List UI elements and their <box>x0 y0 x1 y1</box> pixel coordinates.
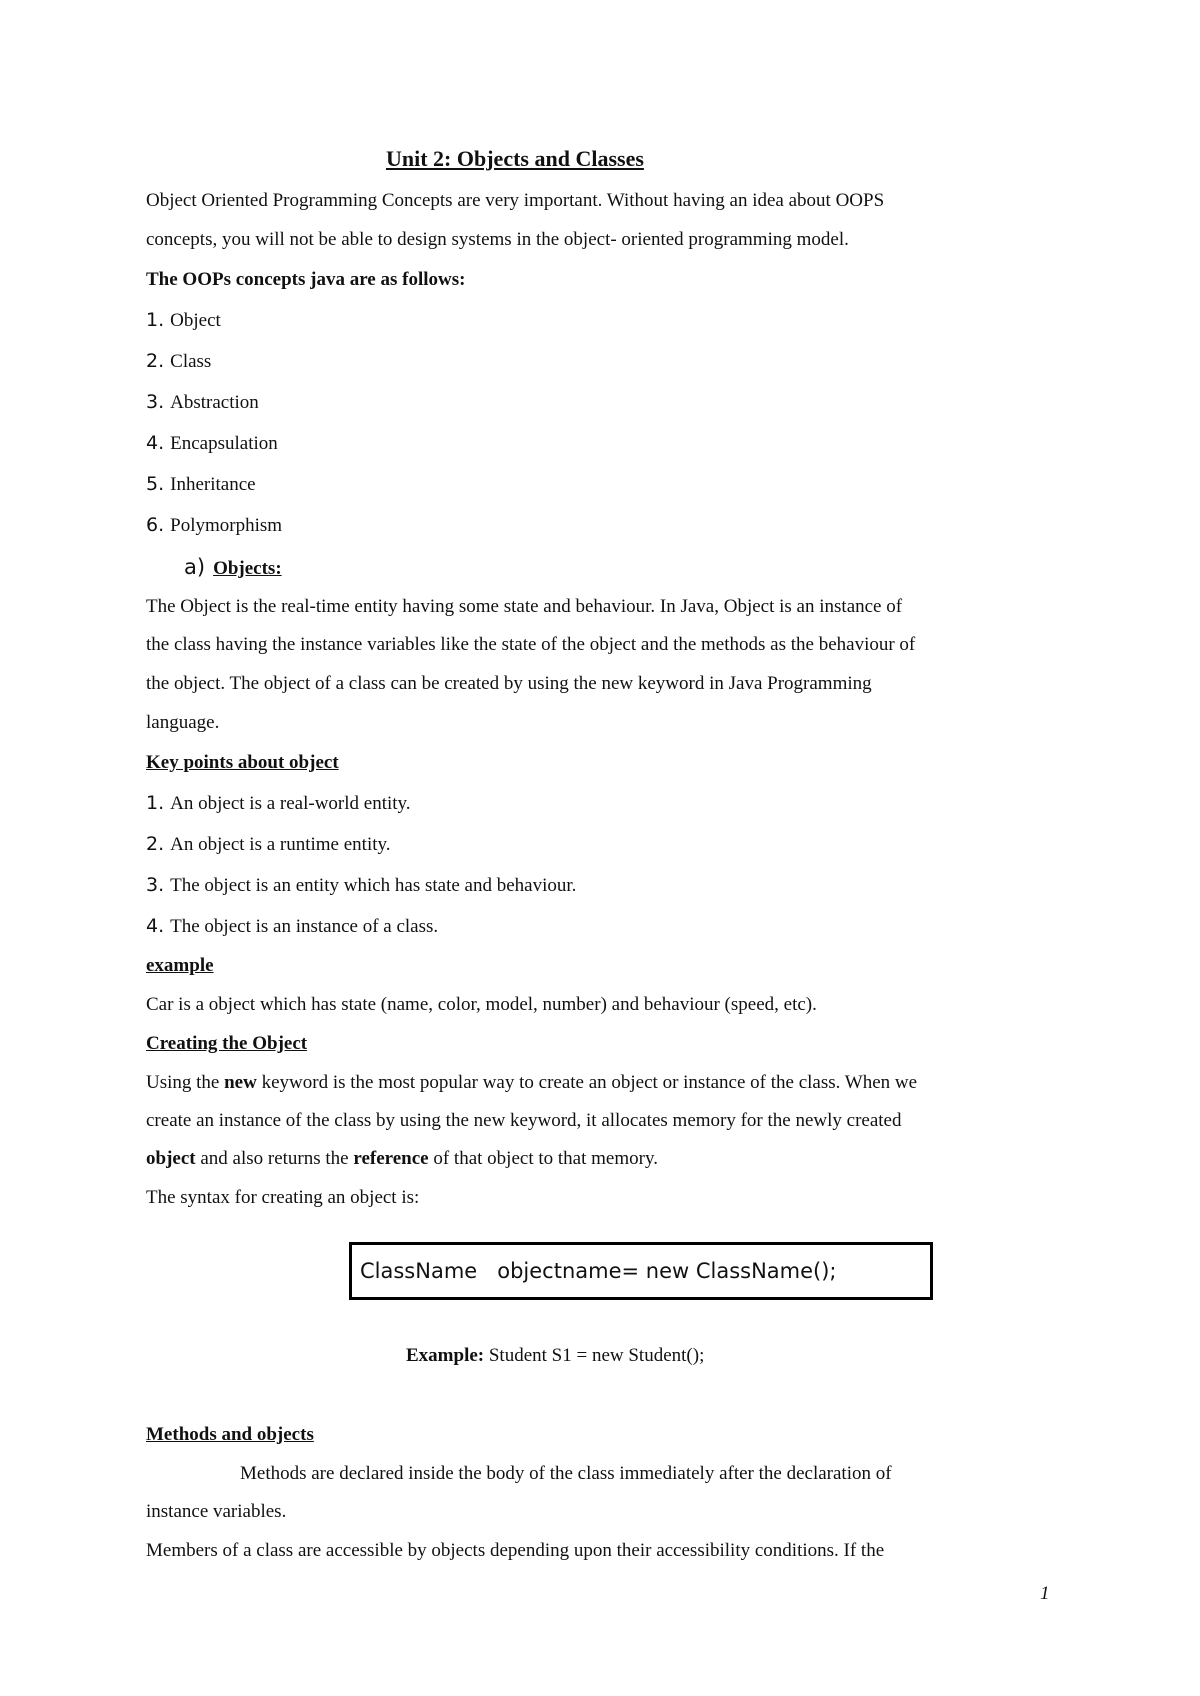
syntax-code: ClassName objectname= new ClassName(); <box>360 1259 837 1283</box>
example-code-line <box>406 1345 704 1367</box>
list-number: 2. <box>146 833 165 855</box>
example-code: Student S1 = new Student(); <box>484 1345 705 1366</box>
example-text: Car is a object which has state (name, color, model, number) and behaviour (speed, etc). <box>146 994 817 1015</box>
example-heading: example <box>146 955 214 976</box>
text-run: and also returns the <box>195 1148 354 1169</box>
objects-para-line-4: language. <box>146 712 220 733</box>
list-text: An object is a real-world entity. <box>170 793 411 814</box>
list-text: Abstraction <box>170 392 259 413</box>
list-text: The object is an entity which has state and behaviour. <box>170 875 577 896</box>
section-letter: a) <box>184 555 206 579</box>
objects-para-line-2: the class having the instance variables like the state of the object and the methods as the behaviour of <box>146 634 916 655</box>
concept-item <box>146 432 278 455</box>
creating-line-4: The syntax for creating an object is: <box>146 1187 420 1208</box>
key-point-item <box>146 792 411 815</box>
creating-line-3 <box>146 1148 658 1170</box>
key-point-item <box>146 915 438 938</box>
list-text: Polymorphism <box>170 515 283 536</box>
key-point-item <box>146 833 391 856</box>
concept-item <box>146 514 282 537</box>
list-text: Class <box>170 351 212 372</box>
keyword-object: object <box>146 1148 196 1169</box>
key-points-heading: Key points about object <box>146 752 339 773</box>
list-number: 5. <box>146 473 165 495</box>
text-run: Using the <box>146 1072 225 1093</box>
list-number: 1. <box>146 309 165 331</box>
keyword-new: new <box>224 1072 257 1093</box>
list-number: 4. <box>146 432 165 454</box>
text-run: keyword is the most popular way to create an object or instance of the class. When we <box>256 1072 918 1093</box>
intro-line-2: concepts, you will not be able to design systems in the object- oriented programming model. <box>146 229 849 250</box>
list-number: 3. <box>146 874 165 896</box>
page-title: Unit 2: Objects and Classes <box>386 146 644 171</box>
list-text: Object <box>170 310 221 331</box>
list-number: 1. <box>146 792 165 814</box>
methods-heading: Methods and objects <box>146 1424 314 1445</box>
creating-heading: Creating the Object <box>146 1033 308 1054</box>
list-text: Encapsulation <box>170 433 278 454</box>
text-run: of that object to that memory. <box>428 1148 658 1169</box>
syntax-box <box>349 1242 933 1300</box>
concept-item <box>146 473 256 496</box>
list-number: 3. <box>146 391 165 413</box>
methods-line-3: Members of a class are accessible by objects depending upon their accessibility conditions. If the <box>146 1540 885 1561</box>
example-label: Example: <box>406 1345 485 1366</box>
concept-item <box>146 350 211 373</box>
list-number: 2. <box>146 350 165 372</box>
objects-para-line-1: The Object is the real-time entity having some state and behaviour. In Java, Object is an instance of <box>146 596 903 617</box>
list-number: 4. <box>146 915 165 937</box>
concept-item <box>146 309 221 332</box>
keyword-reference: reference <box>353 1148 429 1169</box>
list-text: An object is a runtime entity. <box>170 834 391 855</box>
intro-line-1: Object Oriented Programming Concepts are very important. Without having an idea about OOPS <box>146 190 885 211</box>
list-text: Inheritance <box>170 474 256 495</box>
objects-para-line-3: the object. The object of a class can be created by using the new keyword in Java Programming <box>146 673 872 694</box>
list-number: 6. <box>146 514 165 536</box>
creating-line-2: create an instance of the class by using the new keyword, it allocates memory for the newly created <box>146 1110 902 1131</box>
methods-line-1: Methods are declared inside the body of the class immediately after the declaration of <box>240 1463 892 1484</box>
objects-subheading <box>184 555 282 580</box>
page-number: 1 <box>1040 1583 1050 1604</box>
list-text: The object is an instance of a class. <box>170 916 439 937</box>
creating-line-1 <box>146 1072 917 1094</box>
concept-item <box>146 391 259 414</box>
methods-line-2: instance variables. <box>146 1501 287 1522</box>
key-point-item <box>146 874 576 897</box>
concepts-heading: The OOPs concepts java are as follows: <box>146 269 466 290</box>
objects-heading: Objects: <box>213 558 282 579</box>
